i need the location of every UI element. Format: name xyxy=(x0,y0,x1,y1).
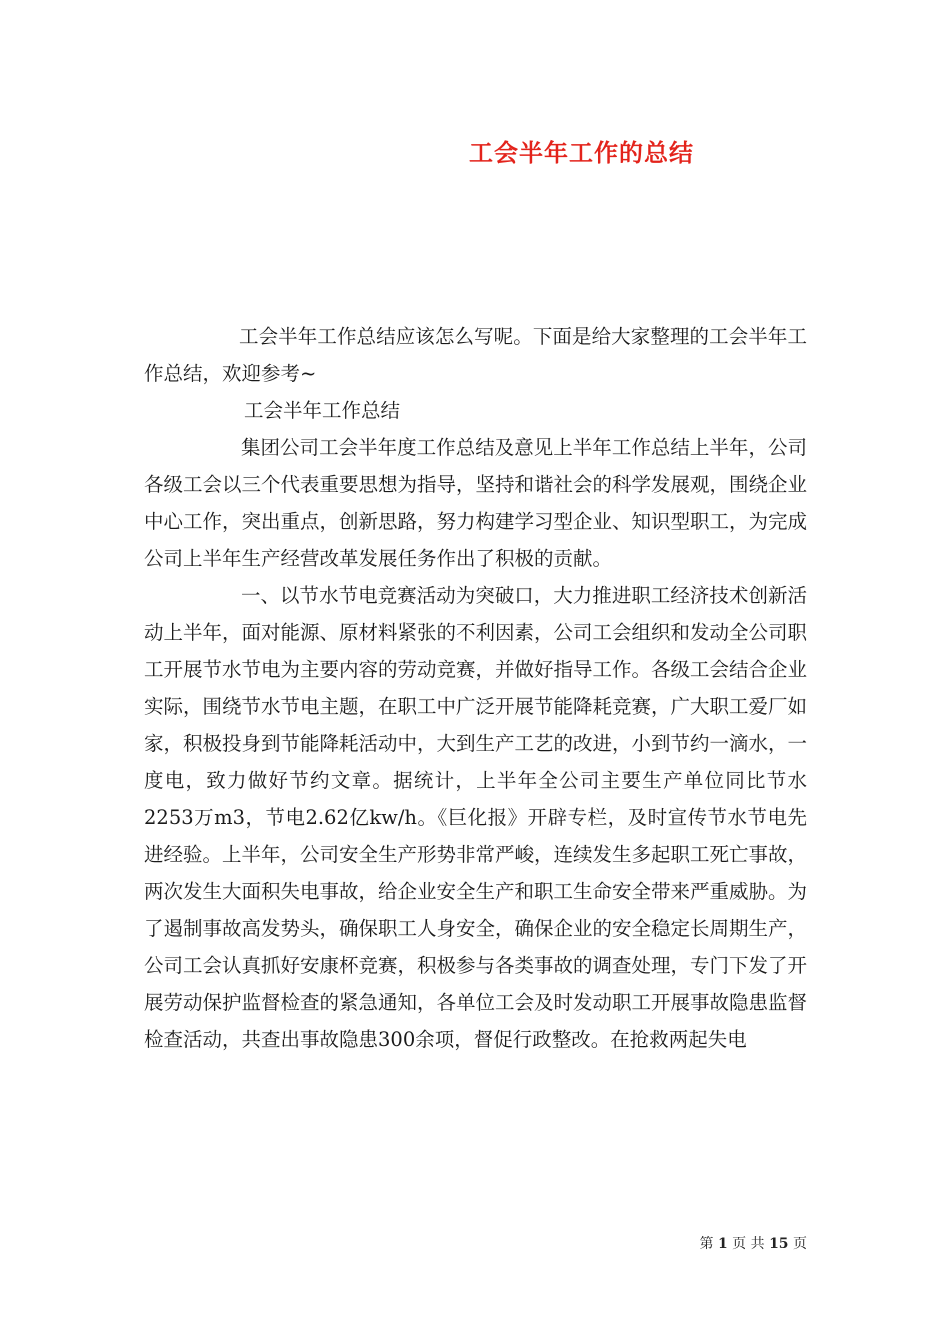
page-footer xyxy=(700,1233,808,1253)
document-title: 工会半年工作的总结 xyxy=(469,139,694,167)
footer-page-number: 1 xyxy=(717,1236,728,1252)
footer-total-pages: 15 xyxy=(769,1236,789,1252)
summary-paragraph: 集团公司工会半年度工作总结及意见上半年工作总结上半年，公司各级工会以三个代表重要思想为指导，坚持和谐社会的科学发展观，围绕企业中心工作，突出重点，创新思路，努力构建学习型企业、知识型职工，为完成公司上半年生产经营改革发展任务作出了积极的贡献。 xyxy=(144,436,808,570)
footer-middle: 页 共 xyxy=(732,1236,765,1252)
document-body xyxy=(144,318,807,1058)
intro-paragraph: 工会半年工作总结应该怎么写呢。下面是给大家整理的工会半年工作总结，欢迎参考~ xyxy=(144,325,807,385)
section-heading: 工会半年工作总结 xyxy=(244,399,401,422)
section-one-paragraph: 一、以节水节电竞赛活动为突破口，大力推进职工经济技术创新活动上半年，面对能源、原材料紧张的不利因素，公司工会组织和发动全公司职工开展节水节电为主要内容的劳动竞赛，并做好指导工作。各级工会结合企业实际，围绕节水节电主题，在职工中广泛开展节能降耗竞赛，广大职工爱厂如家，积极投身到节能降耗活动中，大到生产工艺的改进，小到节约一滴水，一度电，致力做好节约文章。据统计，上半年全公司主要生产单位同比节水2253万m3，节电2.62亿kw/h。《巨化报》开辟专栏，及时宣传节水节电先进经验。上半年，公司安全生产形势非常严峻，连续发生多起职工死亡事故，两次发生大面积失电事故，给企业安全生产和职工生命安全带来严重威胁。为了遏制事故高发势头，确保职工人身安全，确保企业的安全稳定长周期生产，公司工会认真抓好安康杯竞赛，积极参与各类事故的调查处理，专门下发了开展劳动保护监督检查的紧急通知，各单位工会及时发动职工开展事故隐患监督检查活动，共查出事故隐患300余项，督促行政整改。在抢救两起失电 xyxy=(144,584,808,1051)
footer-prefix: 第 xyxy=(699,1236,714,1252)
footer-suffix: 页 xyxy=(793,1236,807,1252)
